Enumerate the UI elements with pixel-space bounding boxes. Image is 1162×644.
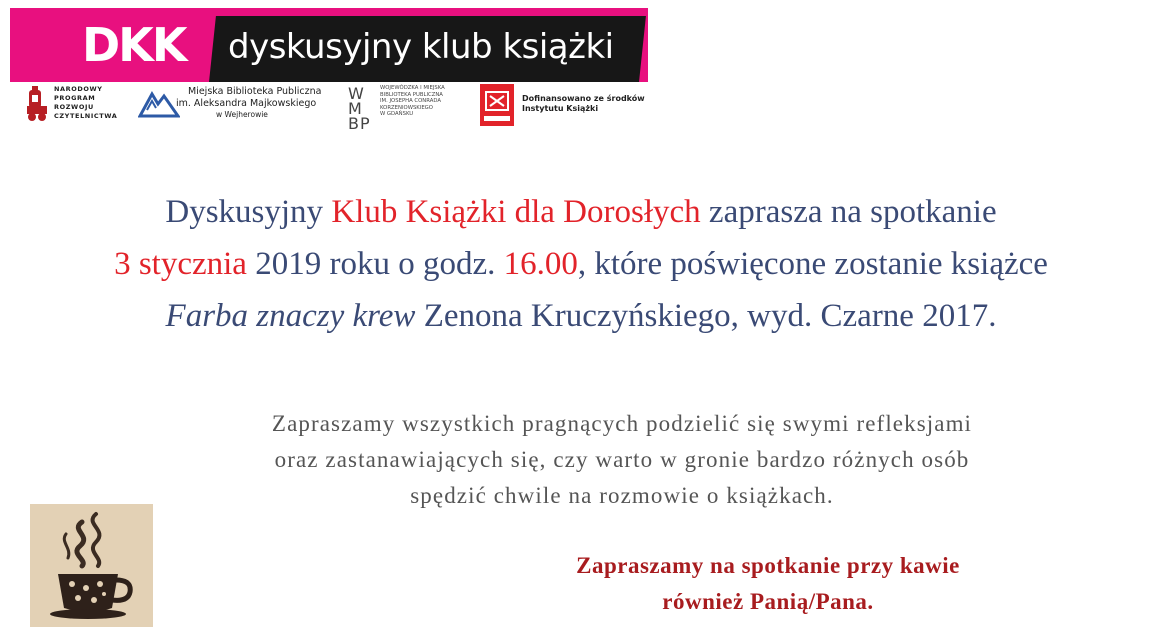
coffee-cup-icon <box>30 504 153 627</box>
meeting-date: 3 stycznia <box>114 246 247 282</box>
npr-line: CZYTELNICTWA <box>54 112 118 120</box>
npr-line: NARODOWY <box>54 85 103 93</box>
mbp-patron: im. Aleksandra Majkowskiego <box>176 98 317 109</box>
partner-logos <box>10 82 648 133</box>
wmbp-line: WOJEWÓDZKA I MIEJSKA <box>380 85 445 91</box>
dkk-banner <box>10 8 648 82</box>
partner-wojewodzka-biblioteka <box>346 82 476 133</box>
invitation-line: spędzić chwile na rozmowie o książkach. <box>410 483 834 508</box>
npr-line: PROGRAM <box>54 94 96 102</box>
club-name: dyskusyjny klub książki <box>228 27 614 67</box>
mbp-name: Miejska Biblioteka Publiczna <box>188 86 322 97</box>
partner-miejska-biblioteka <box>138 82 338 128</box>
partner-instytut-ksiazki <box>478 82 648 128</box>
locomotive-icon <box>24 86 50 122</box>
partner-narodowy-program <box>24 82 134 128</box>
wmbp-line: KORZENIOWSKIEGO <box>380 104 433 111</box>
wmbp-line: W GDAŃSKU <box>380 111 414 118</box>
dkk-logo: DKK <box>82 18 186 72</box>
mbp-city: w Wejherowie <box>216 110 268 119</box>
coffee-line: Zapraszamy na spotkanie przy kawie <box>576 553 960 578</box>
invitation-line: oraz zastanawiających się, czy warto w gronie bardzo różnych osób <box>274 447 970 472</box>
meeting-time: 16.00 <box>503 246 578 282</box>
announcement-line-1: Dyskusyjny Klub Książki dla Dorosłych zaprasza na spotkanie <box>165 194 997 230</box>
instytut-ksiazki-logo-icon <box>478 84 518 126</box>
wmbp-line: IM. JOSEPHA CONRADA <box>380 98 441 105</box>
club-title: Klub Książki dla Dorosłych <box>331 194 701 230</box>
wmbp-line: BIBLIOTEKA PUBLICZNA <box>380 91 443 98</box>
ik-line: Instytutu Książki <box>522 104 599 113</box>
announcement-line-3: Farba znaczy krew Zenona Kruczyńskiego, wyd. Czarne 2017. <box>165 298 997 334</box>
wmbp-logo: WM BP <box>348 84 371 133</box>
coffee-line: również Panią/Pana. <box>662 589 874 614</box>
invitation-line: Zapraszamy wszystkich pragnących podzielić się swymi refleksjami <box>271 411 973 436</box>
meeting-announcement <box>0 186 1162 342</box>
invitation-text <box>0 406 1162 514</box>
book-title: Farba znaczy krew <box>165 298 416 334</box>
coffee-invitation <box>500 548 1036 620</box>
announcement-line-2: 3 stycznia 2019 roku o godz. 16.00, które poświęcone zostanie książce <box>114 246 1048 282</box>
npr-line: ROZWOJU <box>54 103 94 111</box>
mountain-logo-icon <box>138 86 180 120</box>
ik-line: Dofinansowano ze środków <box>522 94 645 103</box>
